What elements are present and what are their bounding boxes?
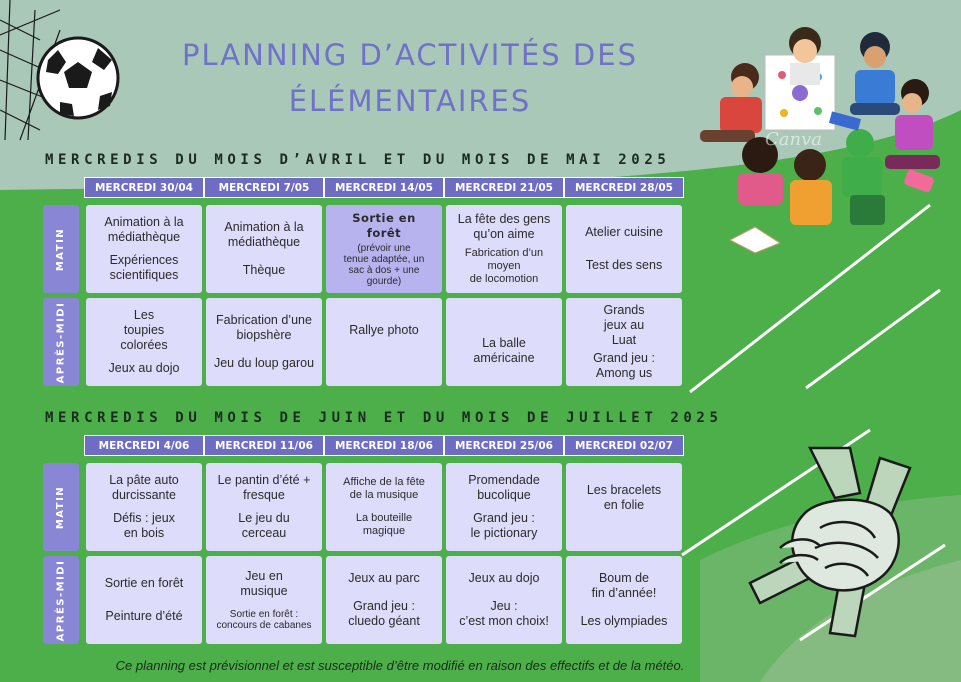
apres-midi-cell [86, 556, 202, 644]
matin-cell [566, 205, 682, 293]
matin-cell [206, 205, 322, 293]
activity-text: Le jeu du cerceau [238, 510, 290, 540]
activity-text: Jeu : c’est mon choix! [459, 598, 549, 628]
activity-text: Jeux au parc [348, 571, 420, 586]
activity-text: Expériences scientifiques [109, 252, 179, 282]
date-header: MERCREDI 14/05 [324, 177, 444, 198]
activity-text: Rallye photo [349, 323, 419, 338]
hands-illustration [740, 438, 940, 638]
apres-midi-cell [446, 298, 562, 386]
apres-midi-cell [566, 556, 682, 644]
activity-text: Les olympiades [580, 613, 668, 628]
activity-text: Sortie en forêt [104, 576, 184, 591]
date-header: MERCREDI 21/05 [444, 177, 564, 198]
date-header: MERCREDI 28/05 [564, 177, 684, 198]
apres-midi-cell [326, 298, 442, 386]
footer-note: Ce planning est prévisionnel et est susceptible d’être modifié en raison des effectifs et de la météo. [115, 658, 685, 673]
date-header: MERCREDI 18/06 [324, 435, 444, 456]
apres-midi-label: APRÈS-MIDI [43, 298, 79, 386]
apres-midi-cell [206, 556, 322, 644]
matin-cell [86, 463, 202, 551]
activity-text: Jeux au dojo [468, 571, 540, 586]
date-header: MERCREDI 25/06 [444, 435, 564, 456]
apres-midi-cell [566, 298, 682, 386]
activity-text: Défis : jeux en bois [113, 510, 175, 540]
activity-text: Les toupies colorées [120, 308, 168, 353]
children-illustration [690, 15, 950, 265]
activity-text: Grand jeu : le pictionary [470, 510, 538, 540]
activity-text: Animation à la médiathèque [224, 220, 304, 250]
page-title-line1: PLANNING D’ACTIVITÉS DES [182, 38, 638, 72]
date-header: MERCREDI 7/05 [204, 177, 324, 198]
activity-text: Peinture d’été [105, 608, 183, 623]
matin-cell [446, 463, 562, 551]
activity-text: La bouteille magique [355, 512, 413, 537]
activity-text: Le pantin d’été + fresque [217, 473, 311, 503]
matin-cell [326, 205, 442, 293]
activity-text: Atelier cuisine [585, 225, 663, 240]
activity-text: Jeux au dojo [108, 360, 180, 375]
matin-label: MATIN [43, 205, 79, 293]
activity-text: Thèque [242, 262, 286, 277]
date-header: MERCREDI 30/04 [84, 177, 204, 198]
activity-text: Affiche de la fête de la musique [343, 476, 425, 501]
activity-text: Sortie en forêt : concours de cabanes [216, 609, 312, 631]
activity-text: Fabrication d’une biopshère [216, 313, 312, 343]
apres-midi-cell [446, 556, 562, 644]
activity-text: Grands jeux au Luat [603, 303, 645, 348]
activity-text: Les bracelets en folie [586, 483, 662, 513]
activity-text: Test des sens [585, 257, 663, 272]
activity-text: Fabrication d’un moyen de locomotion [464, 246, 544, 285]
activity-text: Promendade bucolique [468, 473, 540, 503]
section1-title: MERCREDIS DU MOIS D’AVRIL ET DU MOIS DE MAI 2025 [45, 152, 671, 168]
matin-cell [566, 463, 682, 551]
matin-cell [326, 463, 442, 551]
activity-text: Grand jeu : Among us [593, 350, 655, 380]
apres-midi-cell [86, 298, 202, 386]
activity-text: La fête des gens qu’on aime [457, 212, 551, 242]
date-header: MERCREDI 11/06 [204, 435, 324, 456]
matin-cell [86, 205, 202, 293]
date-header: MERCREDI 4/06 [84, 435, 204, 456]
activity-text: La balle américaine [473, 335, 535, 365]
activity-text: (prévoir une tenue adaptée, un sac à dos + une gourde) [343, 243, 425, 288]
watermark: Canva [765, 129, 822, 150]
matin-cell [446, 205, 562, 293]
soccer-ball-icon [0, 0, 125, 145]
apres-midi-cell [326, 556, 442, 644]
page-title-line2: ÉLÉMENTAIRES [288, 84, 532, 118]
activity-text: Boum de fin d’année! [591, 571, 657, 601]
activity-text: La pâte auto durcissante [109, 473, 179, 503]
matin-label: MATIN [43, 463, 79, 551]
matin-cell [206, 463, 322, 551]
activity-text: Grand jeu : cluedo géant [348, 598, 420, 628]
apres-midi-cell [206, 298, 322, 386]
apres-midi-label: APRÈS-MIDI [43, 556, 79, 644]
activity-text: Sortie en forêt [352, 210, 416, 240]
activity-text: Jeu en musique [240, 569, 288, 598]
activity-text: Jeu du loup garou [213, 355, 315, 370]
activity-text: Animation à la médiathèque [104, 215, 184, 245]
date-header: MERCREDI 02/07 [564, 435, 684, 456]
section2-title: MERCREDIS DU MOIS DE JUIN ET DU MOIS DE JUILLET 2025 [45, 410, 723, 426]
